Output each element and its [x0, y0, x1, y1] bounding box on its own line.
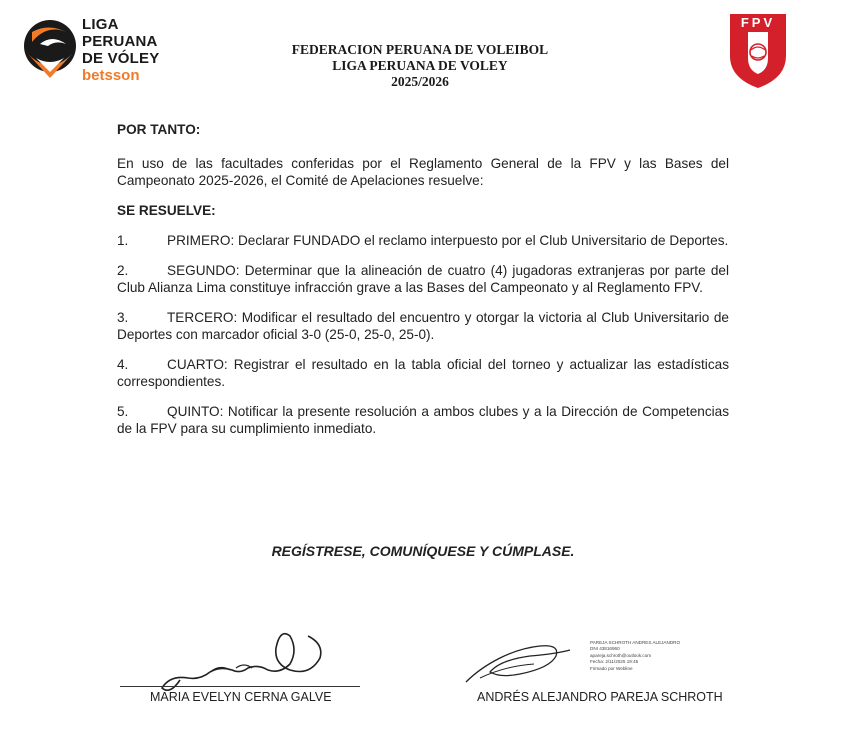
closing-formula: REGÍSTRESE, COMUNÍQUESE Y CÚMPLASE. — [271, 543, 575, 559]
liga-peruana-logo — [20, 8, 180, 88]
fpv-logo-text: FPV — [740, 15, 776, 30]
logo-line-3: DE VÓLEY — [82, 50, 160, 67]
resolution-item — [117, 262, 729, 296]
resolution-item — [117, 403, 729, 437]
resolution-body — [117, 121, 729, 437]
se-resuelve-heading: SE RESUELVE: — [117, 203, 216, 218]
item-text: SEGUNDO: Determinar que la alineación de cuatro (4) jugadoras extranjeras por parte del Club Alianza Lima constituye infracción grave a las Bases del Campeonato y al Reglamento FPV. — [117, 263, 729, 295]
resolution-item — [117, 356, 729, 390]
liga-logo-text — [82, 16, 159, 84]
signature-meta-line: Fecha: 2/11/2025 19:45 — [590, 659, 639, 665]
handwritten-signature-right — [460, 638, 580, 688]
fpv-logo — [726, 10, 790, 90]
signature-line-left — [120, 686, 360, 687]
signature-meta-line: PAREJA SCHROTH ANDRES ALEJANDRO — [590, 640, 681, 645]
handwritten-signature-left — [140, 620, 370, 700]
signature-meta-line: DNI 43816960 — [590, 646, 620, 652]
item-text: TERCERO: Modificar el resultado del encuentro y otorgar la victoria al Club Universitario de Deportes con marcador oficial 3-0 (25-0, 25-0, 25-0). — [117, 310, 729, 342]
por-tanto-heading: POR TANTO: — [117, 122, 201, 137]
signature-meta-line: apareja.schroth@outlook.com — [590, 652, 652, 658]
logo-brand: betsson — [82, 67, 140, 84]
logo-line-1: LIGA — [82, 16, 119, 33]
logo-line-2: PERUANA — [82, 33, 158, 50]
item-text: CUARTO: Registrar el resultado en la tabla oficial del torneo y actualizar las estadísticas correspondientes. — [117, 357, 729, 389]
item-number: 4. — [117, 357, 129, 372]
document-header-title — [260, 42, 580, 90]
item-text: PRIMERO: Declarar FUNDADO el reclamo interpuesto por el Club Universitario de Deportes. — [167, 233, 729, 248]
resolution-item — [117, 232, 729, 249]
header-line-1: FEDERACION PERUANA DE VOLEIBOL — [291, 42, 549, 57]
item-number: 2. — [117, 263, 129, 278]
intro-paragraph: En uso de las facultades conferidas por el Reglamento General de la FPV y las Bases del Campeonato 2025-2026, el Comité de Apelaciones resuelve: — [117, 156, 729, 188]
item-text: QUINTO: Notificar la presente resolución a ambos clubes y a la Dirección de Competencias de la FPV para su cumplimiento inmediato. — [117, 404, 729, 436]
fpv-shield-icon — [726, 10, 790, 90]
item-number: 1. — [117, 233, 129, 248]
signer-name-left: MARIA EVELYN CERNA GALVE — [150, 690, 332, 704]
header-line-3: 2025/2026 — [391, 74, 449, 89]
digital-signature-metadata — [590, 640, 680, 672]
header-line-2: LIGA PERUANA DE VOLEY — [332, 58, 508, 73]
signer-name-right: ANDRÉS ALEJANDRO PAREJA SCHROTH — [477, 690, 723, 704]
volleyball-logo-icon — [20, 14, 82, 84]
resolution-item — [117, 309, 729, 343]
item-number: 5. — [117, 404, 129, 419]
signature-meta-line: Firmado por Webline — [590, 665, 633, 671]
item-number: 3. — [117, 310, 129, 325]
